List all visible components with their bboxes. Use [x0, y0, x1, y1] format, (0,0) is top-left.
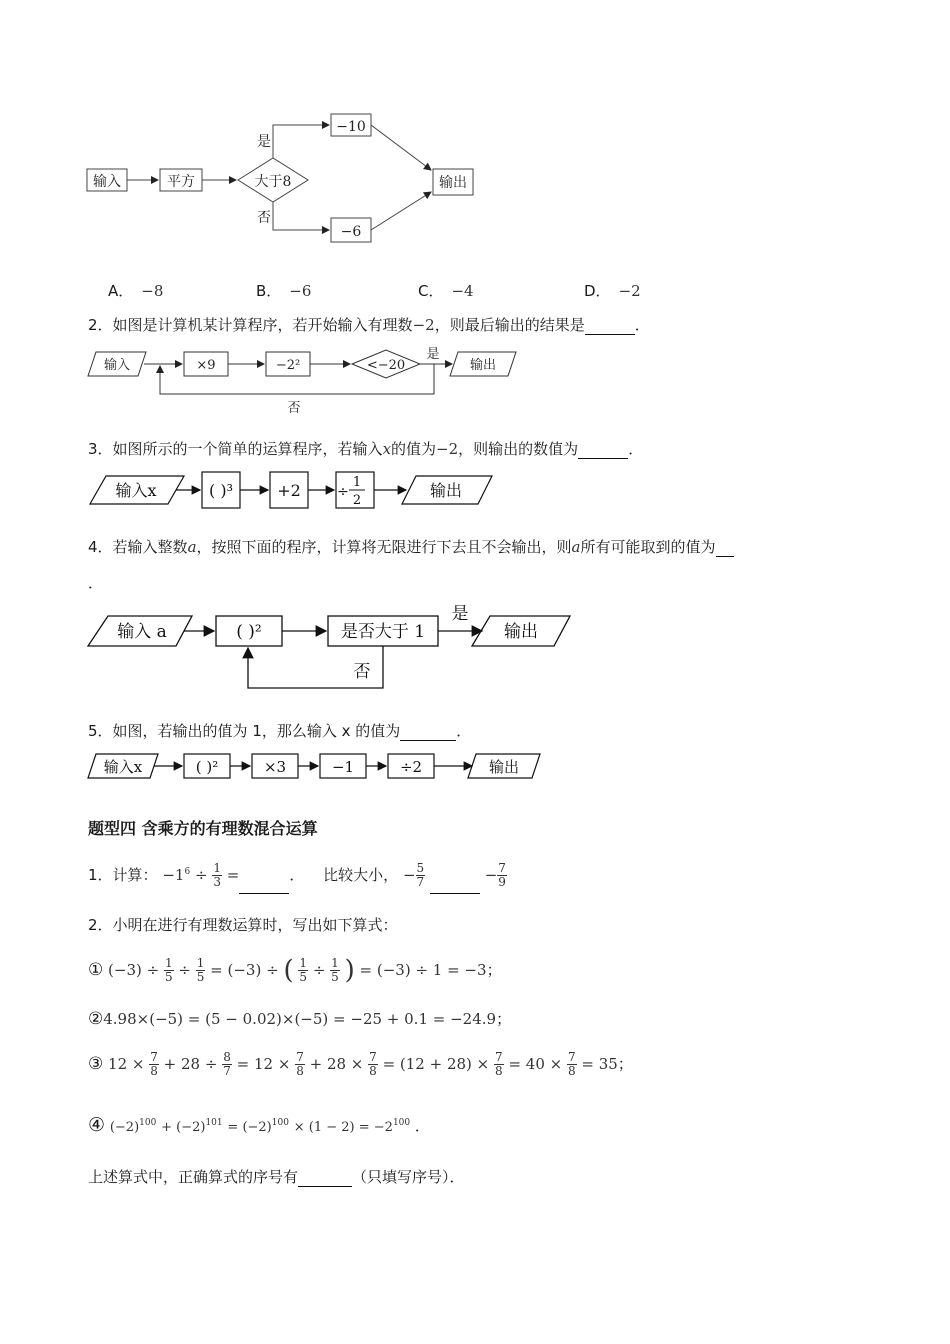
answer-options [108, 280, 668, 302]
flow3-step3-num: 1 [352, 475, 362, 490]
flow3-output: 输出 [429, 481, 463, 500]
equation-2: ②4.98×(−5) = (5 − 0.02)×(−5) = −25 + 0.1 = −24.9； [88, 1009, 512, 1029]
flow3-input: 输入x [115, 481, 157, 500]
answer-blank[interactable] [585, 316, 635, 335]
flow1-output: 输出 [439, 175, 467, 191]
flow2-decision: <−20 [366, 358, 406, 373]
option-d[interactable]: D． −2 [584, 282, 641, 300]
flow2-input: 输入 [103, 358, 131, 373]
flow1-decision: 大于8 [254, 174, 292, 190]
option-c[interactable]: C． −4 [418, 282, 474, 300]
question-4-cont: ． [88, 574, 104, 592]
practice-2-intro: 2．小明在进行有理数运算时，写出如下算式： [88, 916, 398, 934]
equation-4: ④ $(-2)^{100} + (-2)^{101} = (-2)^{100} \times (1 - 2) = -2^{100}$ ． [88, 1114, 430, 1136]
equation-3: ③ 12 × $\frac{7}{8}$ + 28 ÷ $\frac{8}{7}$ = 12 × $\frac{7}{8}$ + 28 × $\frac{7}{8}$ = (12 + 28) × $\frac{7}{8}$ = 40 × $\frac{7}{8}$ = 35； [88, 1050, 633, 1078]
flow3-step2: +2 [277, 481, 301, 500]
flow1-yes: 是 [257, 134, 271, 150]
option-b[interactable]: B． −6 [256, 282, 312, 300]
flow5-output: 输出 [488, 758, 520, 776]
flowchart-2 [84, 346, 524, 418]
flow5-step3: −1 [331, 758, 355, 776]
answer-blank[interactable] [578, 440, 628, 459]
option-a[interactable]: A． −8 [108, 282, 164, 300]
flowchart-5 [84, 750, 554, 784]
conclusion: 上述算式中，正确算式的序号有 （只填写序号）． [88, 1168, 465, 1186]
flowchart-1 [80, 100, 500, 260]
answer-blank[interactable] [298, 1168, 352, 1187]
flow1-yes-box: −10 [336, 119, 366, 135]
practice-1: 1．计算： $-1^6$ ÷ $\frac{1}{3}$ = ． 比较大小， − $\frac{5}{7}$ − $\frac{7}{9}$ [88, 854, 507, 890]
flow2-no: 否 [287, 401, 301, 416]
flowchart-4 [84, 600, 584, 696]
flow4-input: 输入 a [117, 622, 167, 642]
question-3: 3．如图所示的一个简单的运算程序，若输入x的值为−2，则输出的数值为 ． [88, 440, 644, 458]
flow3-step1: ( )³ [209, 481, 233, 500]
flow2-output: 输出 [469, 358, 497, 373]
answer-blank[interactable] [716, 538, 734, 557]
flow1-no: 否 [257, 210, 271, 226]
flow2-step1: ×9 [196, 358, 216, 373]
flow4-step1: ( )² [236, 622, 262, 642]
equation-1: ① (−3) ÷ $\frac{1}{5}$ ÷ $\frac{1}{5}$ = (−3) ÷ ( $\frac{1}{5}$ ÷ $\frac{1}{5}$ ) = (−3) ÷ 1 = −3； [88, 955, 502, 986]
flow2-yes: 是 [426, 347, 440, 362]
question-4: 4．若输入整数a，按照下面的程序，计算将无限进行下去且不会输出，则a所有可能取到的值为 [88, 536, 734, 557]
flow4-no: 否 [353, 662, 371, 682]
flow5-step4: ÷2 [399, 758, 423, 776]
flowchart-3 [84, 466, 504, 514]
flow5-step2: ×3 [263, 758, 287, 776]
answer-blank[interactable] [239, 857, 289, 894]
flow4-yes: 是 [451, 604, 469, 624]
flow3-step3-den: 2 [352, 493, 362, 508]
flow5-input: 输入x [103, 758, 143, 776]
flow1-no-box: −6 [340, 224, 362, 240]
answer-blank[interactable] [430, 857, 480, 894]
section-title: 题型四 含乘方的有理数混合运算 [88, 819, 318, 838]
flow5-step1: ( )² [195, 758, 219, 776]
flow3-step3-op: ÷ [337, 484, 349, 500]
question-2: 2．如图是计算机某计算程序，若开始输入有理数−2，则最后输出的结果是 ． [88, 316, 650, 334]
question-5: 5．如图，若输出的值为 1，那么输入 x 的值为 ． [88, 722, 472, 740]
flow1-square: 平方 [167, 174, 195, 190]
answer-blank[interactable] [400, 722, 456, 741]
flow1-input: 输入 [93, 174, 121, 190]
flow4-output: 输出 [504, 622, 538, 642]
flow2-step2: −2² [275, 358, 301, 373]
flow4-decision: 是否大于 1 [340, 622, 426, 642]
